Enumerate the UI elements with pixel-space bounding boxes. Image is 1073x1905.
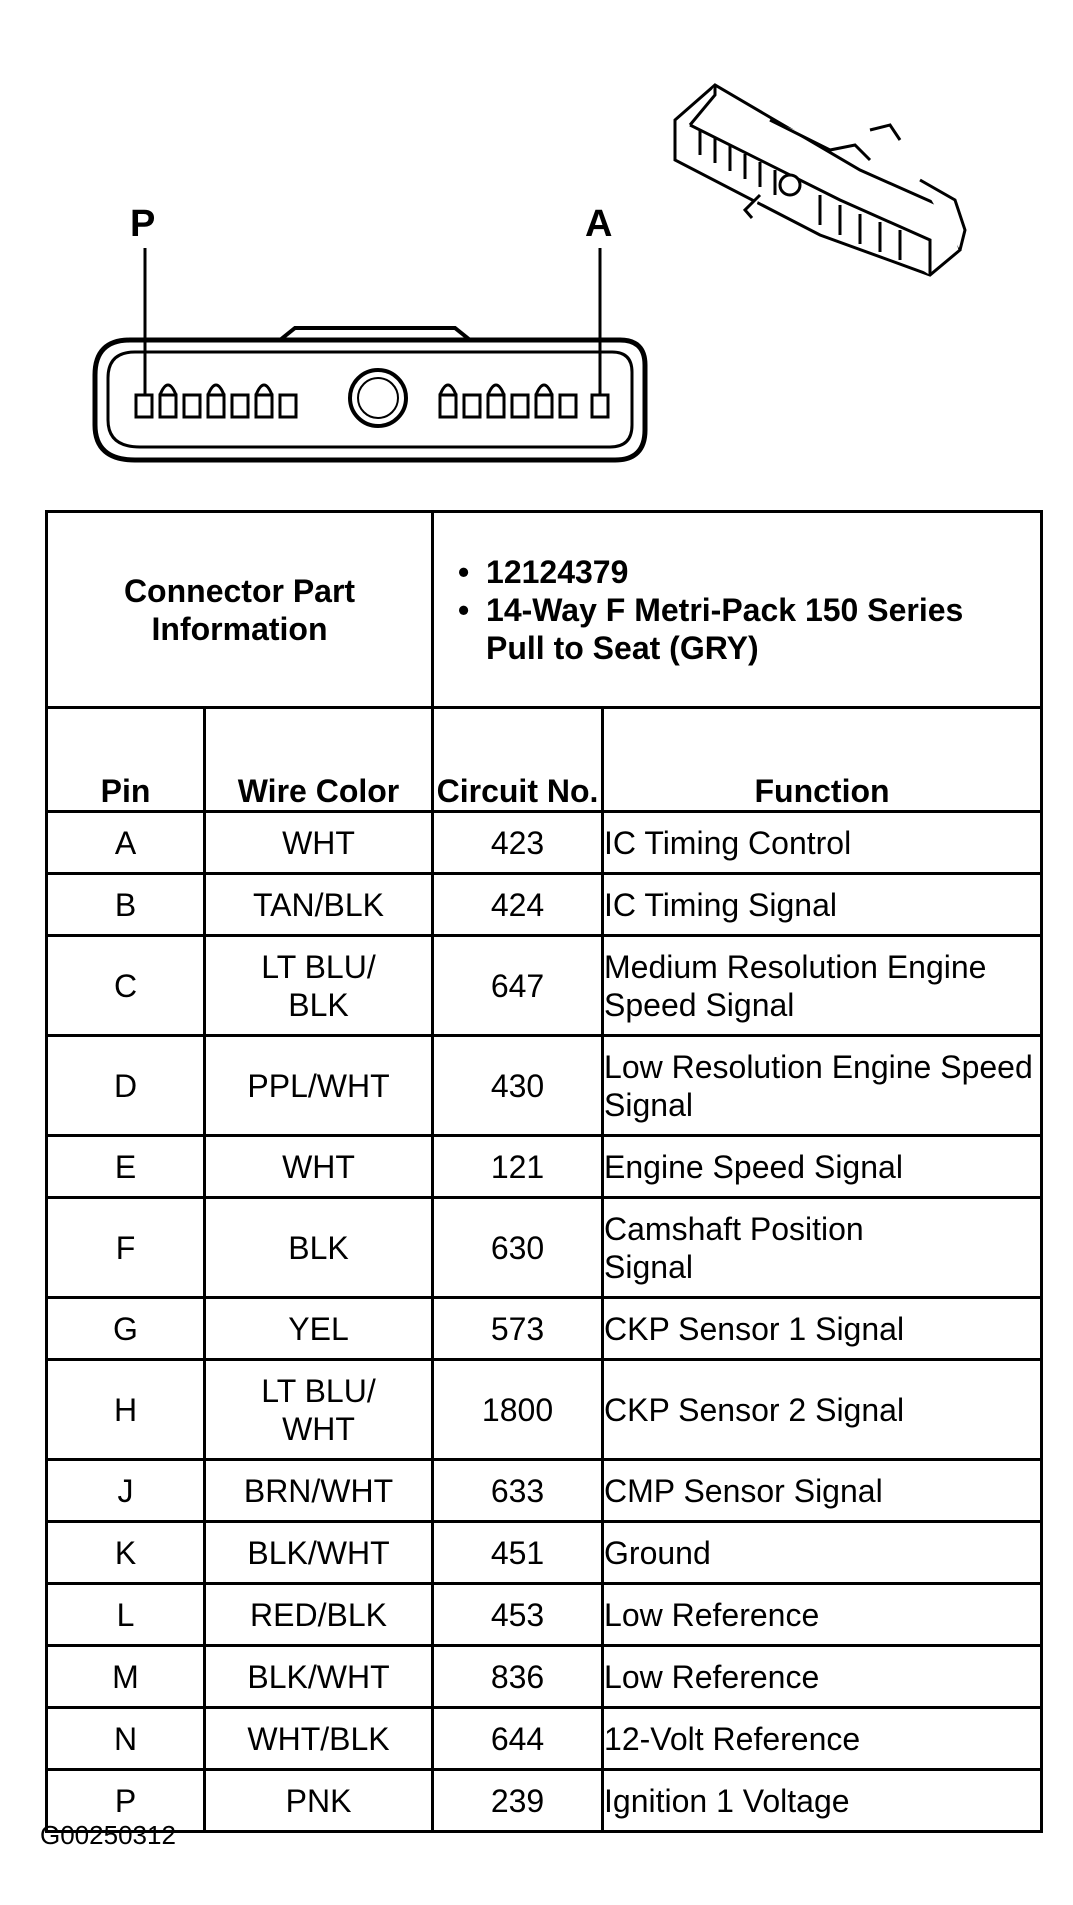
- connector-diagram: [0, 0, 1073, 480]
- pin-cell: E: [47, 1136, 205, 1198]
- table-row: [47, 1522, 1042, 1584]
- connector-isometric-view: [675, 85, 965, 275]
- circuit-cell: 644: [433, 1708, 603, 1770]
- table-row: [47, 1584, 1042, 1646]
- circuit-cell: 633: [433, 1460, 603, 1522]
- circuit-cell: 424: [433, 874, 603, 936]
- pin-cell: H: [47, 1360, 205, 1460]
- part-description: • 14-Way F Metri-Pack 150 Series Pull to Seat (GRY): [452, 591, 1022, 667]
- wire-color-cell: LT BLU/ BLK: [205, 936, 433, 1036]
- part-info-row: [47, 512, 1042, 708]
- circuit-cell: 239: [433, 1770, 603, 1832]
- column-header-row: [47, 708, 1042, 812]
- circuit-cell: 1800: [433, 1360, 603, 1460]
- wire-color-cell: LT BLU/ WHT: [205, 1360, 433, 1460]
- table-row: [47, 1036, 1042, 1136]
- function-cell: Low Reference: [603, 1584, 1042, 1646]
- pin-cell: L: [47, 1584, 205, 1646]
- wire-color-cell: PNK: [205, 1770, 433, 1832]
- col-header-function: Function: [603, 708, 1042, 812]
- connector-part-info-value: [433, 512, 1042, 708]
- circuit-cell: 451: [433, 1522, 603, 1584]
- circuit-cell: 121: [433, 1136, 603, 1198]
- wire-color-cell: RED/BLK: [205, 1584, 433, 1646]
- wire-color-cell: PPL/WHT: [205, 1036, 433, 1136]
- table-row: [47, 874, 1042, 936]
- function-cell: Ignition 1 Voltage: [603, 1770, 1042, 1832]
- circuit-cell: 423: [433, 812, 603, 874]
- table-row: [47, 1646, 1042, 1708]
- function-cell: CKP Sensor 2 Signal: [603, 1360, 1042, 1460]
- table-row: [47, 1460, 1042, 1522]
- table-row: [47, 1298, 1042, 1360]
- table-row: [47, 1136, 1042, 1198]
- pin-cavities-left: [136, 385, 296, 417]
- figure-code: G00250312: [40, 1820, 176, 1850]
- function-cell: Camshaft Position Signal: [603, 1198, 1042, 1298]
- col-header-pin: Pin: [47, 708, 205, 812]
- circuit-cell: 836: [433, 1646, 603, 1708]
- function-cell: CMP Sensor Signal: [603, 1460, 1042, 1522]
- table-row: [47, 1708, 1042, 1770]
- function-cell: Medium Resolution Engine Speed Signal: [603, 936, 1042, 1036]
- function-cell: 12-Volt Reference: [603, 1708, 1042, 1770]
- pin-cavities-right: [440, 385, 608, 417]
- function-cell: Low Resolution Engine Speed Signal: [603, 1036, 1042, 1136]
- pin-cell: G: [47, 1298, 205, 1360]
- circuit-cell: 647: [433, 936, 603, 1036]
- pin-p-end-label: P: [130, 203, 156, 245]
- function-cell: Engine Speed Signal: [603, 1136, 1042, 1198]
- wire-color-cell: WHT/BLK: [205, 1708, 433, 1770]
- col-header-wire-color: Wire Color: [205, 708, 433, 812]
- pin-cell: K: [47, 1522, 205, 1584]
- circuit-cell: 430: [433, 1036, 603, 1136]
- pin-cell: J: [47, 1460, 205, 1522]
- circuit-cell: 630: [433, 1198, 603, 1298]
- pin-cell: N: [47, 1708, 205, 1770]
- wire-color-cell: BLK/WHT: [205, 1646, 433, 1708]
- pin-a-end-label: A: [585, 203, 613, 245]
- connector-part-info-label: Connector Part Information: [47, 512, 433, 708]
- wire-color-cell: BRN/WHT: [205, 1460, 433, 1522]
- table-row: [47, 812, 1042, 874]
- circuit-cell: 573: [433, 1298, 603, 1360]
- wire-color-cell: BLK: [205, 1198, 433, 1298]
- part-number: • 12124379: [452, 553, 1022, 591]
- table-row: [47, 1360, 1042, 1460]
- col-header-circuit-no: Circuit No.: [433, 708, 603, 812]
- circuit-cell: 453: [433, 1584, 603, 1646]
- pin-cell: A: [47, 812, 205, 874]
- wire-color-cell: YEL: [205, 1298, 433, 1360]
- connector-face-drawing: [0, 0, 1073, 480]
- pinout-table: [45, 510, 1043, 1833]
- pin-cell: P: [47, 1770, 205, 1832]
- pin-cell: C: [47, 936, 205, 1036]
- pin-cell: B: [47, 874, 205, 936]
- pin-cell: D: [47, 1036, 205, 1136]
- pin-cell: F: [47, 1198, 205, 1298]
- table-row: [47, 1770, 1042, 1832]
- function-cell: Low Reference: [603, 1646, 1042, 1708]
- wire-color-cell: TAN/BLK: [205, 874, 433, 936]
- pin-cell: M: [47, 1646, 205, 1708]
- function-cell: CKP Sensor 1 Signal: [603, 1298, 1042, 1360]
- wire-color-cell: WHT: [205, 812, 433, 874]
- wire-color-cell: WHT: [205, 1136, 433, 1198]
- function-cell: Ground: [603, 1522, 1042, 1584]
- wire-color-cell: BLK/WHT: [205, 1522, 433, 1584]
- function-cell: IC Timing Control: [603, 812, 1042, 874]
- function-cell: IC Timing Signal: [603, 874, 1042, 936]
- table-row: [47, 1198, 1042, 1298]
- table-row: [47, 936, 1042, 1036]
